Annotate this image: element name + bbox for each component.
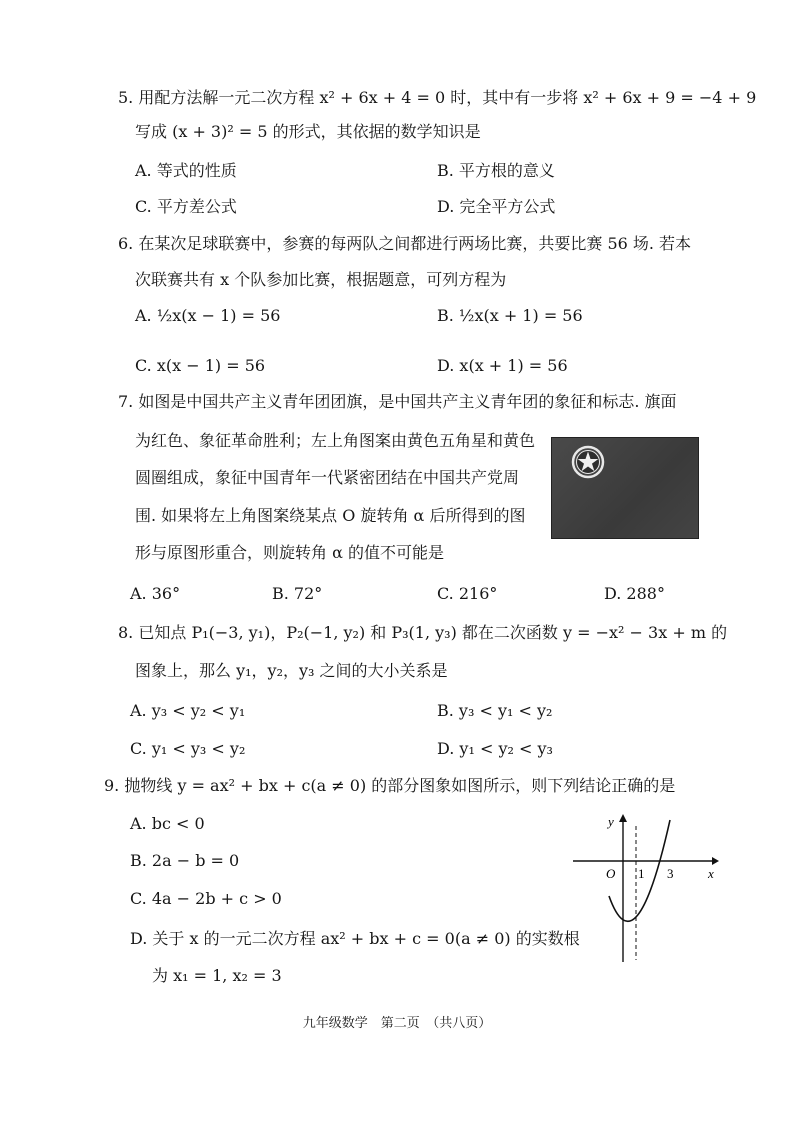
- y-axis-label: y: [608, 814, 614, 829]
- page-footer: 九年级数学 第二页 （共八页）: [302, 1016, 492, 1031]
- q5-option-a: A. 等式的性质: [135, 161, 237, 180]
- q7-option-a: A. 36°: [130, 584, 181, 603]
- q8-option-a: A. y₃ < y₂ < y₁: [130, 701, 246, 720]
- tick-label-1: 1: [638, 866, 645, 881]
- q7-line3: 圆圈组成，象征中国青年一代紧密团结在中国共产党周: [135, 468, 520, 487]
- q5-option-c: C. 平方差公式: [135, 197, 237, 216]
- x-axis-label: x: [708, 866, 714, 881]
- q6-line2: 次联赛共有 x 个队参加比赛，根据题意，可列方程为: [135, 270, 507, 289]
- q8-option-b: B. y₃ < y₁ < y₂: [437, 701, 553, 720]
- q8-line2: 图象上，那么 y₁，y₂，y₃ 之间的大小关系是: [135, 661, 448, 680]
- q9-option-b: B. 2a − b = 0: [130, 851, 240, 870]
- q7-option-c: C. 216°: [437, 584, 498, 603]
- q5-line2: 写成 (x + 3)² = 5 的形式，其依据的数学知识是: [135, 122, 481, 141]
- q7-line1: 7. 如图是中国共产主义青年团团旗，是中国共产主义青年团的象征和标志. 旗面: [118, 392, 677, 411]
- q5-option-b: B. 平方根的意义: [437, 161, 555, 180]
- parabola-graph: [570, 812, 720, 964]
- y-axis-arrow-icon: [619, 814, 627, 822]
- q7-line4: 围. 如果将左上角图案绕某点 O 旋转角 α 后所得到的图: [135, 506, 526, 525]
- q8-option-c: C. y₁ < y₃ < y₂: [130, 739, 246, 758]
- q6-option-d: D. x(x + 1) = 56: [437, 356, 568, 375]
- q6-option-a: A. ½x(x − 1) = 56: [135, 306, 281, 325]
- q9-option-a: A. bc < 0: [130, 814, 205, 833]
- q8-line1: 8. 已知点 P₁(−3, y₁)，P₂(−1, y₂) 和 P₃(1, y₃) 都在二次函数 y = −x² − 3x + m 的: [118, 623, 728, 642]
- origin-label: O: [606, 866, 616, 881]
- q5-line1: 5. 用配方法解一元二次方程 x² + 6x + 4 = 0 时，其中有一步将 x² + 6x + 9 = −4 + 9: [118, 88, 757, 107]
- star-emblem-icon: [571, 445, 605, 479]
- q6-option-c: C. x(x − 1) = 56: [135, 356, 266, 375]
- q9-option-d-line2: 为 x₁ = 1, x₂ = 3: [152, 966, 282, 985]
- q9-option-c: C. 4a − 2b + c > 0: [130, 889, 282, 908]
- q7-option-b: B. 72°: [272, 584, 323, 603]
- q6-line1: 6. 在某次足球联赛中，参赛的每两队之间都进行两场比赛，共要比赛 56 场. 若本: [118, 234, 692, 253]
- q7-line5: 形与原图形重合，则旋转角 α 的值不可能是: [135, 543, 444, 562]
- q5-option-d: D. 完全平方公式: [437, 197, 556, 216]
- tick-label-3: 3: [667, 866, 674, 881]
- q7-option-d: D. 288°: [604, 584, 665, 603]
- x-axis-arrow-icon: [712, 857, 719, 865]
- q6-option-b: B. ½x(x + 1) = 56: [437, 306, 583, 325]
- q8-option-d: D. y₁ < y₂ < y₃: [437, 739, 553, 758]
- q9-line1: 9. 抛物线 y = ax² + bx + c(a ≠ 0) 的部分图象如图所示，则下列结论正确的是: [104, 776, 676, 795]
- q9-option-d-line1: D. 关于 x 的一元二次方程 ax² + bx + c = 0(a ≠ 0) 的实数根: [130, 929, 580, 948]
- q7-line2: 为红色、象征革命胜利；左上角图案由黄色五角星和黄色: [135, 431, 536, 450]
